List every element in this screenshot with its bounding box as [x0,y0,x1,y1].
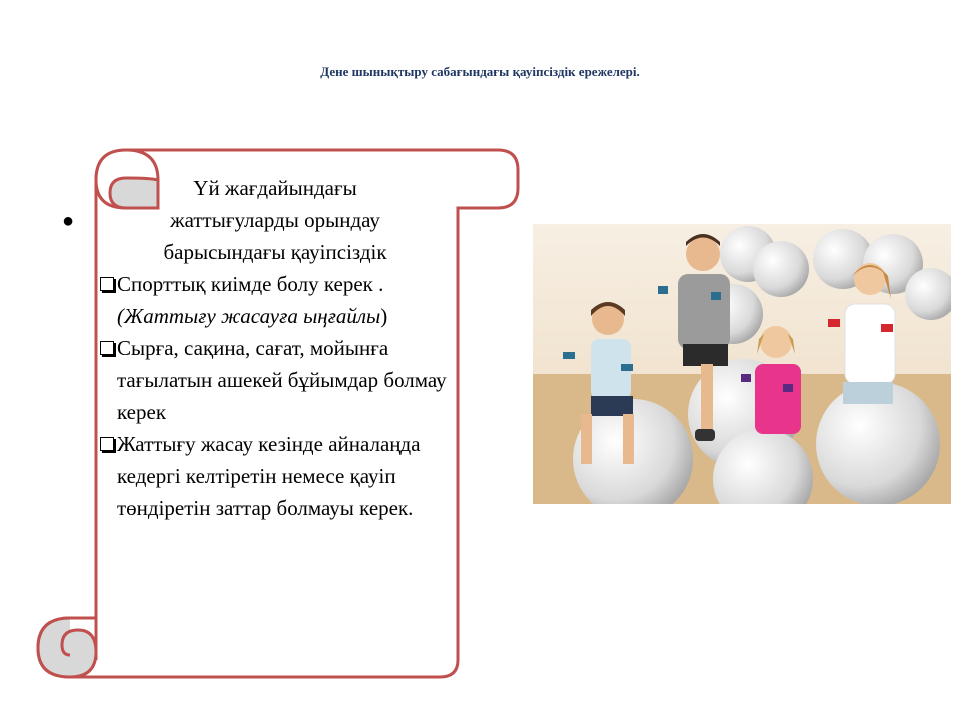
rule-text: Сырға, сақина, сағат, мойынға тағылатын ашекей бұйымдар болмау керек [117,336,447,424]
checkbox-bullet-icon [100,341,114,355]
rule-text: Спорттық киімде болу керек . [117,272,384,296]
heading-line-1: Үй жағдайындағы [193,176,357,200]
rule-item-clothing [100,268,450,332]
heading-line-3: барысындағы қауіпсіздік [163,240,387,264]
rule-item-obstacles [100,428,450,524]
rule-note: (Жаттығу жасауға ыңғайлы [117,304,381,328]
checkbox-bullet-icon [100,437,114,451]
heading-line-2: жаттығуларды орындау [170,208,380,232]
family-exercise-image [533,224,951,504]
checkbox-bullet-icon [100,277,114,291]
scroll-heading [100,172,450,268]
bullet-marker: ● [62,210,75,232]
family-fitness-photo [533,224,951,504]
slide-title: Дене шынықтыру сабағындағы қауіпсіздік ережелері. [320,64,640,79]
rule-text: Жаттығу жасау кезінде айналаңда кедергі келтіретін немесе қауіп төндіретін заттар болмауы керек. [117,432,421,520]
rule-note-close: ) [380,304,388,328]
rule-item-jewelry [100,332,450,428]
scroll-content [100,172,450,524]
